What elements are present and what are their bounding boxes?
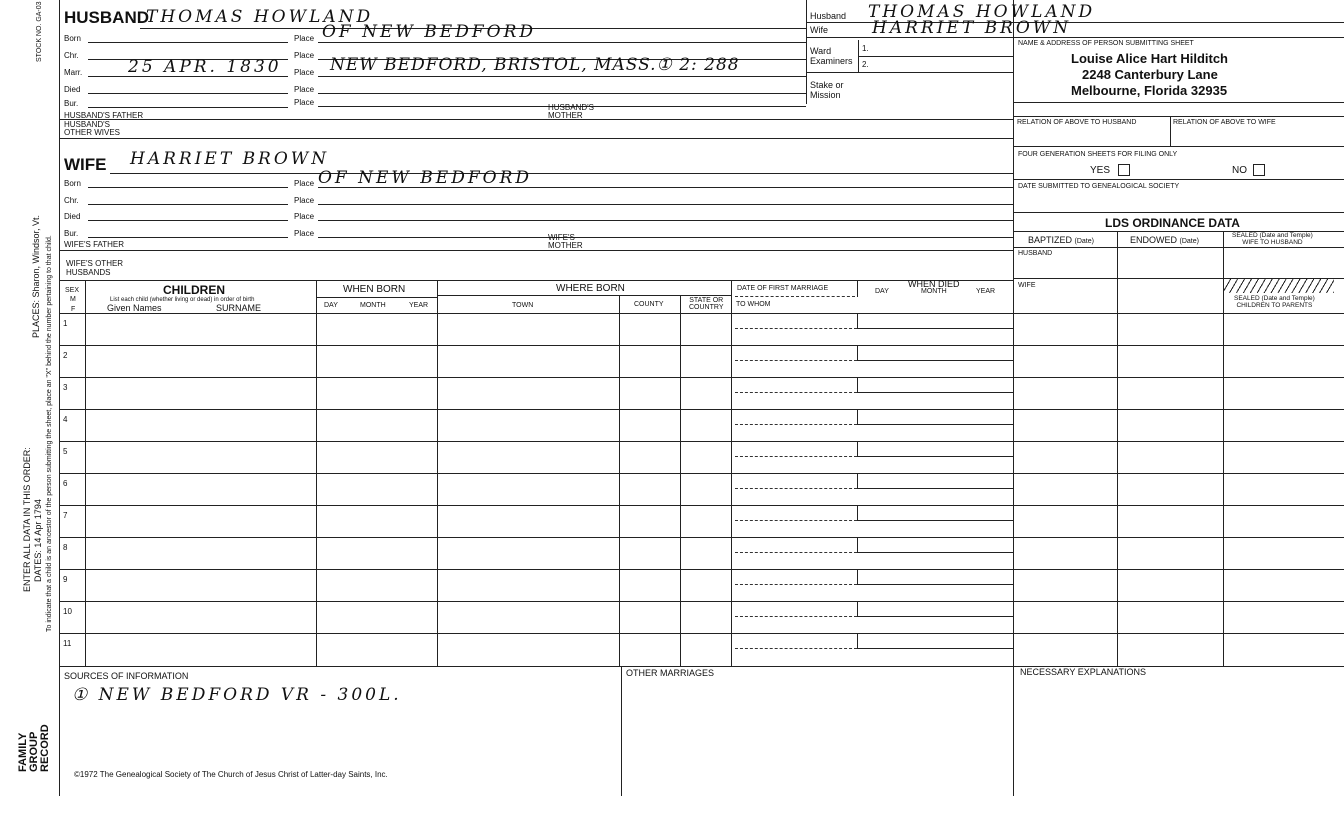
surname-label: SURNAME [216, 303, 262, 313]
copyright: ©1972 The Genealogical Society of The Church of Jesus Christ of Latter-day Saints, Inc. [74, 770, 388, 779]
submitter-label: NAME & ADDRESS OF PERSON SUBMITTING SHEET [1018, 40, 1194, 47]
col-county [680, 295, 681, 666]
wife-chr-label: Chr. [64, 196, 79, 205]
child-row-number: 8 [63, 543, 68, 552]
endowed-label [1130, 236, 1199, 246]
husband-other-wives-1: HUSBAND'S [64, 120, 110, 129]
ancestor-instruction: To indicate that a child is an ancestor of the person submitting the sheet, place an "X" behind the number pertaining to that child. [46, 235, 53, 632]
rel-husband-label: RELATION OF ABOVE TO HUSBAND [1017, 119, 1137, 126]
tr-wife-line [806, 37, 1344, 38]
wife-bur-place-label: Place [294, 229, 315, 238]
child-row-dash [735, 328, 857, 329]
enter-all-data: ENTER ALL DATA IN THIS ORDER: [22, 447, 32, 592]
wife-born-place-label: Place [294, 179, 315, 188]
state-label [689, 297, 723, 311]
no-checkbox[interactable] [1253, 164, 1265, 176]
child-row-line [60, 473, 1344, 474]
child-row-number: 2 [63, 351, 68, 360]
child-row-dash [735, 552, 857, 553]
child-row-died-tick [857, 441, 858, 456]
child-row-line [60, 505, 1344, 506]
stake-2: Mission [810, 90, 841, 100]
child-row-line [60, 409, 1344, 410]
when-born-subline [317, 297, 437, 298]
col-sex [85, 281, 86, 666]
child-row-died-line [857, 360, 1013, 361]
wife-other-husbands-label [66, 259, 123, 277]
husband-born-place-label: Place [294, 34, 315, 43]
divider-main-right [1013, 0, 1014, 796]
child-row-line [60, 601, 1344, 602]
to-whom-label: TO WHOM [736, 301, 771, 308]
born-year: YEAR [409, 302, 429, 309]
husband-chr-label: Chr. [64, 51, 79, 60]
submitter-line-1 [1013, 102, 1344, 103]
rel-wife-label: RELATION OF ABOVE TO WIFE [1173, 119, 1276, 126]
col-state [731, 281, 732, 666]
places-order: PLACES: Sharon, Windsor, Vt. [31, 214, 41, 338]
husband-died-place-label: Place [294, 85, 315, 94]
when-born-label: WHEN BORN [343, 284, 406, 295]
date-submitted-line [1013, 212, 1344, 213]
state-1: STATE OR [689, 297, 724, 304]
col-first-marr [857, 281, 858, 297]
first-marr-dash [735, 296, 855, 297]
sealed-wife-2: WIFE TO HUSBAND [1242, 239, 1303, 246]
stock-number: STOCK NO. GA-03 [36, 1, 43, 62]
child-row-dash [735, 392, 857, 393]
husband-other-wives-2: OTHER WIVES [64, 128, 121, 137]
husband-born-line [88, 42, 288, 43]
sex-f: F [71, 306, 76, 313]
wife-died-place-line [318, 220, 1013, 221]
sources-label: SOURCES OF INFORMATION [64, 671, 189, 681]
tr-wife-label: Wife [810, 25, 828, 35]
wife-chr-place-label: Place [294, 196, 315, 205]
husband-mother-label-2: MOTHER [548, 111, 583, 120]
wife-born-place: OF NEW BEDFORD [318, 168, 532, 188]
died-month: MONTH [921, 288, 947, 295]
fgr-line-3: RECORD [39, 724, 51, 772]
child-row-died-tick [857, 569, 858, 584]
family-group-record-title [18, 724, 51, 772]
col-born-year [437, 281, 438, 666]
where-born-label: WHERE BORN [556, 283, 625, 294]
hatched-area [1224, 279, 1334, 293]
husband-father-label: HUSBAND'S FATHER [64, 111, 144, 120]
husband-marr-label: Marr. [64, 68, 83, 77]
wife-chr-line [88, 204, 288, 205]
lds-husband-label: HUSBAND [1018, 250, 1053, 257]
examiner-2: 2. [862, 60, 869, 69]
ward-bottom-line [806, 72, 1013, 73]
lds-header-line [1013, 247, 1344, 248]
sex-m: M [70, 296, 76, 303]
wife-other-husbands-line [60, 280, 1013, 281]
yes-label: YES [1090, 165, 1111, 176]
baptized-date: (Date) [1074, 238, 1094, 245]
wife-born-place-line [318, 187, 1013, 188]
child-row-number: 10 [63, 607, 72, 616]
source-entry: ① NEW BEDFORD VR - 300L. [72, 685, 402, 705]
child-row-died-tick [857, 633, 858, 648]
husband-heading: HUSBAND [64, 8, 149, 27]
husband-mother-label [548, 104, 594, 120]
children-header-line [60, 313, 1344, 314]
wife-mother-label [548, 234, 583, 250]
child-row-died-line [857, 328, 1013, 329]
child-row-line [60, 377, 1344, 378]
wife-died-place-label: Place [294, 212, 315, 221]
sealed-wife-1: SEALED (Date and Temple) [1232, 232, 1313, 239]
no-label: NO [1232, 165, 1247, 176]
examiners-label: Examiners [810, 56, 853, 66]
wife-heading: WIFE [64, 155, 107, 174]
child-row-number: 9 [63, 575, 68, 584]
wife-chr-place-line [318, 204, 1013, 205]
examiner-1: 1. [862, 44, 869, 53]
child-row-died-line [857, 520, 1013, 521]
stake-label [810, 80, 844, 100]
first-marriage-label: DATE OF FIRST MARRIAGE [737, 285, 829, 292]
husband-mother-label-1: HUSBAND'S [548, 103, 594, 112]
born-day: DAY [324, 302, 338, 309]
child-row-died-line [857, 584, 1013, 585]
rel-line [1013, 146, 1344, 147]
footer-divider-1 [621, 666, 622, 796]
child-row-died-line [857, 552, 1013, 553]
born-month: MONTH [360, 302, 386, 309]
baptized-text: BAPTIZED [1028, 235, 1073, 245]
child-row-line [60, 345, 1344, 346]
child-row-number: 5 [63, 447, 68, 456]
husband-bur-line [88, 107, 288, 108]
child-row-dash [735, 616, 857, 617]
husband-name: THOMAS HOWLAND [146, 7, 374, 27]
child-row-died-tick [857, 505, 858, 520]
fgr-line-2: GROUP [28, 731, 40, 772]
child-row-dash [735, 520, 857, 521]
tr-husband-label: Husband [810, 11, 847, 21]
child-row-dash [735, 456, 857, 457]
husband-born-place: OF NEW BEDFORD [322, 22, 536, 42]
child-row-died-tick [857, 601, 858, 616]
husband-marr-place-line [318, 76, 806, 77]
husband-marr-place-label: Place [294, 68, 315, 77]
husband-bur-place-label: Place [294, 98, 315, 107]
child-row-dash [735, 488, 857, 489]
sealed-wife-label [1232, 232, 1313, 246]
submitter-line-2 [1013, 116, 1344, 117]
divider-ward [806, 0, 807, 104]
yes-checkbox[interactable] [1118, 164, 1130, 176]
ward-label: Ward [810, 46, 832, 56]
other-marriages-label: OTHER MARRIAGES [626, 668, 715, 678]
child-row-died-tick [857, 313, 858, 328]
husband-born-label: Born [64, 34, 81, 43]
sealed-children-2: CHILDREN TO PARENTS [1236, 302, 1313, 309]
husband-marr-date: 25 APR. 1830 [128, 57, 282, 77]
submitter-city: Melbourne, Florida 32935 [1071, 83, 1228, 98]
county-label: COUNTY [634, 301, 664, 308]
wife-died-line [88, 220, 288, 221]
child-row-died-line [857, 392, 1013, 393]
children-note: List each child (whether living or dead) in order of birth [110, 297, 255, 303]
child-row-number: 7 [63, 511, 68, 520]
husband-chr-place-label: Place [294, 51, 315, 60]
submitter-name: Louise Alice Hart Hilditch [1071, 51, 1228, 66]
wife-mother-label-2: MOTHER [548, 241, 583, 250]
husband-bur-label: Bur. [64, 99, 79, 108]
child-row-number: 6 [63, 479, 68, 488]
date-submitted-label: DATE SUBMITTED TO GENEALOGICAL SOCIETY [1018, 183, 1180, 190]
child-row-line [60, 537, 1344, 538]
child-row-died-line [857, 456, 1013, 457]
dates-order: DATES: 14 Apr 1794 [33, 499, 43, 582]
wife-other-2: HUSBANDS [66, 268, 111, 277]
tr-husband-value: THOMAS HOWLAND [868, 2, 1096, 22]
husband-father-line [60, 119, 1013, 120]
fgr-line-1: FAMILY [17, 732, 29, 772]
husband-marr-place: NEW BEDFORD, BRISTOL, MASS.① 2: 288 [330, 55, 740, 75]
when-died-label: WHEN DIED [908, 279, 960, 289]
wife-bur-place-line [318, 237, 1013, 238]
child-row-died-line [857, 424, 1013, 425]
children-title: CHILDREN [163, 283, 225, 297]
lds-title: LDS ORDINANCE DATA [1105, 216, 1240, 230]
where-born-subline [437, 295, 732, 296]
child-row-dash [735, 360, 857, 361]
footer-top-line [60, 666, 1344, 667]
husband-died-label: Died [64, 85, 81, 94]
died-day: DAY [875, 288, 889, 295]
ward-mid-line [858, 56, 1013, 57]
husband-other-wives-label [64, 121, 120, 137]
child-row-died-tick [857, 409, 858, 424]
baptized-label [1028, 236, 1094, 246]
submitter-street: 2248 Canterbury Lane [1082, 67, 1218, 82]
child-row-line [60, 441, 1344, 442]
col-town [619, 295, 620, 666]
wife-mother-label-1: WIFE'S [548, 233, 575, 242]
wife-father-label: WIFE'S FATHER [64, 240, 125, 249]
child-row-number: 4 [63, 415, 68, 424]
husband-died-place-line [318, 93, 806, 94]
child-row-died-tick [857, 537, 858, 552]
wife-born-label: Born [64, 179, 81, 188]
state-2: COUNTRY [689, 304, 724, 311]
town-label: TOWN [512, 302, 534, 309]
wife-other-1: WIFE'S OTHER [66, 259, 124, 268]
husband-other-wives-line [60, 138, 1013, 139]
child-row-line [60, 633, 1344, 634]
child-row-dash [735, 424, 857, 425]
child-row-number: 11 [63, 639, 72, 648]
husband-died-line [88, 93, 288, 94]
lds-wife-label: WIFE [1018, 282, 1036, 289]
child-row-number: 3 [63, 383, 68, 392]
child-row-line [60, 569, 1344, 570]
husband-born-place-line [318, 42, 806, 43]
husband-marr-line [88, 76, 288, 77]
rel-divider [1170, 116, 1171, 146]
child-row-died-line [857, 488, 1013, 489]
stake-1: Stake or [810, 80, 844, 90]
endowed-date: (Date) [1179, 238, 1199, 245]
wife-father-line [60, 250, 1013, 251]
child-row-dash [735, 584, 857, 585]
four-gen-label: FOUR GENERATION SHEETS FOR FILING ONLY [1018, 151, 1178, 158]
four-gen-line [1013, 179, 1344, 180]
tr-wife-value: HARRIET BROWN [872, 18, 1072, 38]
died-year: YEAR [976, 288, 996, 295]
child-row-number: 1 [63, 319, 68, 328]
child-row-died-tick [857, 377, 858, 392]
wife-died-label: Died [64, 212, 81, 221]
wife-name-line [110, 173, 1013, 174]
wife-bur-line [88, 237, 288, 238]
explanations-label: NECESSARY EXPLANATIONS [1020, 667, 1147, 677]
given-names-label: Given Names [107, 303, 162, 313]
child-row-died-line [857, 616, 1013, 617]
wife-bur-label: Bur. [64, 229, 79, 238]
endowed-text: ENDOWED [1130, 235, 1177, 245]
sex-label: SEX [65, 287, 80, 294]
child-row-dash [735, 648, 857, 649]
child-row-died-tick [857, 473, 858, 488]
col-names [316, 281, 317, 666]
child-row-died-line [857, 648, 1013, 649]
child-row-died-tick [857, 345, 858, 360]
sealed-children-1: SEALED (Date and Temple) [1234, 295, 1315, 302]
sealed-children-label [1234, 295, 1315, 309]
wife-name: HARRIET BROWN [130, 149, 330, 169]
wife-born-line [88, 187, 288, 188]
